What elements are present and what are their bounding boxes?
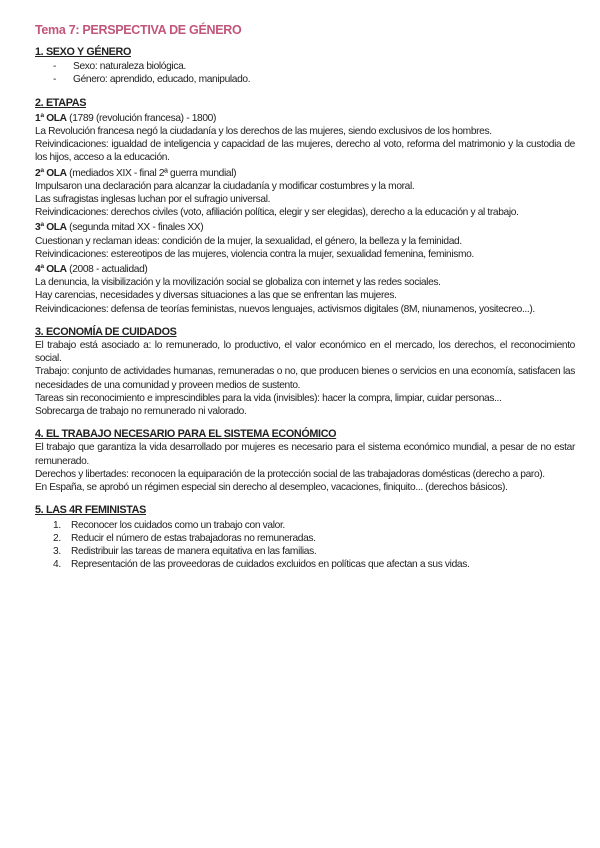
list-number: 2.: [53, 532, 61, 544]
paragraph: El trabajo está asociado a: lo remunerado, lo productivo, el valor económico en el mercado, los derechos, el reconocimiento social.: [35, 340, 575, 365]
wave-label: 2ª OLA: [35, 167, 67, 179]
list-text: Redistribuir las tareas de manera equitativa en las familias.: [71, 545, 317, 557]
paragraph: En España, se aprobó un régimen especial sin derecho al desempleo, vacaciones, finiquito... (derechos básicos).: [35, 482, 508, 494]
list-item: [35, 545, 575, 558]
paragraph: El trabajo que garantiza la vida desarrollado por mujeres es necesario para el sistema económico mundial, a pesar de no estar remunerado.: [35, 442, 575, 467]
section-heading: 5. LAS 4R FEMINISTAS: [35, 504, 146, 517]
paragraph: La Revolución francesa negó la ciudadanía y los derechos de las mujeres, siendo exclusivos de los hombres.: [35, 126, 492, 138]
list-number: 3.: [53, 545, 61, 557]
paragraph: Reivindicaciones: igualdad de inteligencia y capacidad de las mujeres, derecho al voto, reforma del matrimonio y la custodia de los hijos, acceso a la educación.: [35, 139, 575, 164]
paragraph: Reivindicaciones: derechos civiles (voto, afiliación política, elegir y ser elegidas), derecho a la educación y al trabajo.: [35, 207, 519, 219]
wave-period: (segunda mitad XX - finales XX): [66, 222, 204, 234]
paragraph: Reivindicaciones: defensa de teorías feministas, nuevos lenguajes, activismos digitales (8M, niunamenos, yositecreo...).: [35, 303, 535, 315]
dash-list: [35, 60, 575, 86]
list-item: - Género: aprendido, educado, manipulado.: [35, 73, 575, 86]
wave-label: 4ª OLA: [35, 264, 67, 276]
document-page: [35, 22, 575, 581]
wave-2: [35, 167, 575, 220]
list-item: [35, 558, 575, 571]
list-text: Reconocer los cuidados como un trabajo con valor.: [71, 519, 285, 531]
wave-4: [35, 263, 575, 316]
section-4r-feministas: [35, 504, 575, 571]
paragraph: Sobrecarga de trabajo no remunerado ni valorado.: [35, 406, 247, 418]
paragraph: La denuncia, la visibilización y la movilización social se globaliza con internet y las redes sociales.: [35, 277, 441, 289]
wave-label: 1ª OLA: [35, 112, 67, 124]
list-number: 4.: [53, 559, 61, 571]
section-heading: 4. EL TRABAJO NECESARIO PARA EL SISTEMA ECONÓMICO: [35, 428, 337, 441]
list-text: Representación de las proveedoras de cuidados excluidos en políticas que afectan a sus vidas.: [71, 559, 470, 571]
numbered-list: [35, 519, 575, 572]
wave-3: [35, 221, 575, 261]
paragraph: Impulsaron una declaración para alcanzar la ciudadanía y modificar costumbres y la moral.: [35, 180, 415, 192]
section-economia-cuidados: [35, 326, 575, 418]
list-item: - Sexo: naturaleza biológica.: [35, 60, 575, 73]
document-title: Tema 7: PERSPECTIVA DE GÉNERO: [35, 23, 242, 37]
wave-period: (2008 - actualidad): [66, 264, 148, 276]
paragraph: Cuestionan y reclaman ideas: condición de la mujer, la sexualidad, el género, la belleza y la feminidad.: [35, 235, 462, 247]
section-trabajo-necesario: [35, 428, 575, 494]
wave-1: [35, 112, 575, 165]
paragraph: Derechos y libertades: reconocen la equiparación de la protección social de las trabajadoras domésticas (derecho a paro).: [35, 468, 545, 480]
wave-period: (1789 (revolución francesa) - 1800): [66, 112, 217, 124]
paragraph: Tareas sin reconocimiento e imprescindibles para la vida (invisibles): hacer la compra, limpiar, cuidar personas...: [35, 392, 502, 404]
list-number: 1.: [53, 519, 61, 531]
paragraph: Las sufragistas inglesas luchan por el sufragio universal.: [35, 194, 271, 206]
section-heading: 1. SEXO Y GÉNERO: [35, 46, 132, 58]
list-item: [35, 532, 575, 545]
paragraph: Trabajo: conjunto de actividades humanas, remuneradas o no, que producen bienes o servicios en una economía, satisfacen las necesidades de una comunidad y proveen medios de sustento.: [35, 366, 575, 391]
section-etapas: [35, 97, 575, 316]
paragraph: Reivindicaciones: estereotipos de las mujeres, violencia contra la mujer, sexualidad femenina, feminismo.: [35, 248, 474, 260]
section-heading: 2. ETAPAS: [35, 96, 87, 109]
section-heading: 3. ECONOMÍA DE CUIDADOS: [35, 325, 177, 338]
list-item: [35, 519, 575, 532]
wave-label: 3ª OLA: [35, 222, 67, 234]
paragraph: Hay carencias, necesidades y diversas situaciones a las que se enfrentan las mujeres.: [35, 290, 397, 302]
wave-period: (mediados XIX - final 2ª guerra mundial): [66, 167, 237, 179]
section-sexo-genero: [35, 46, 575, 87]
list-text: Reducir el número de estas trabajadoras no remuneradas.: [71, 532, 316, 544]
